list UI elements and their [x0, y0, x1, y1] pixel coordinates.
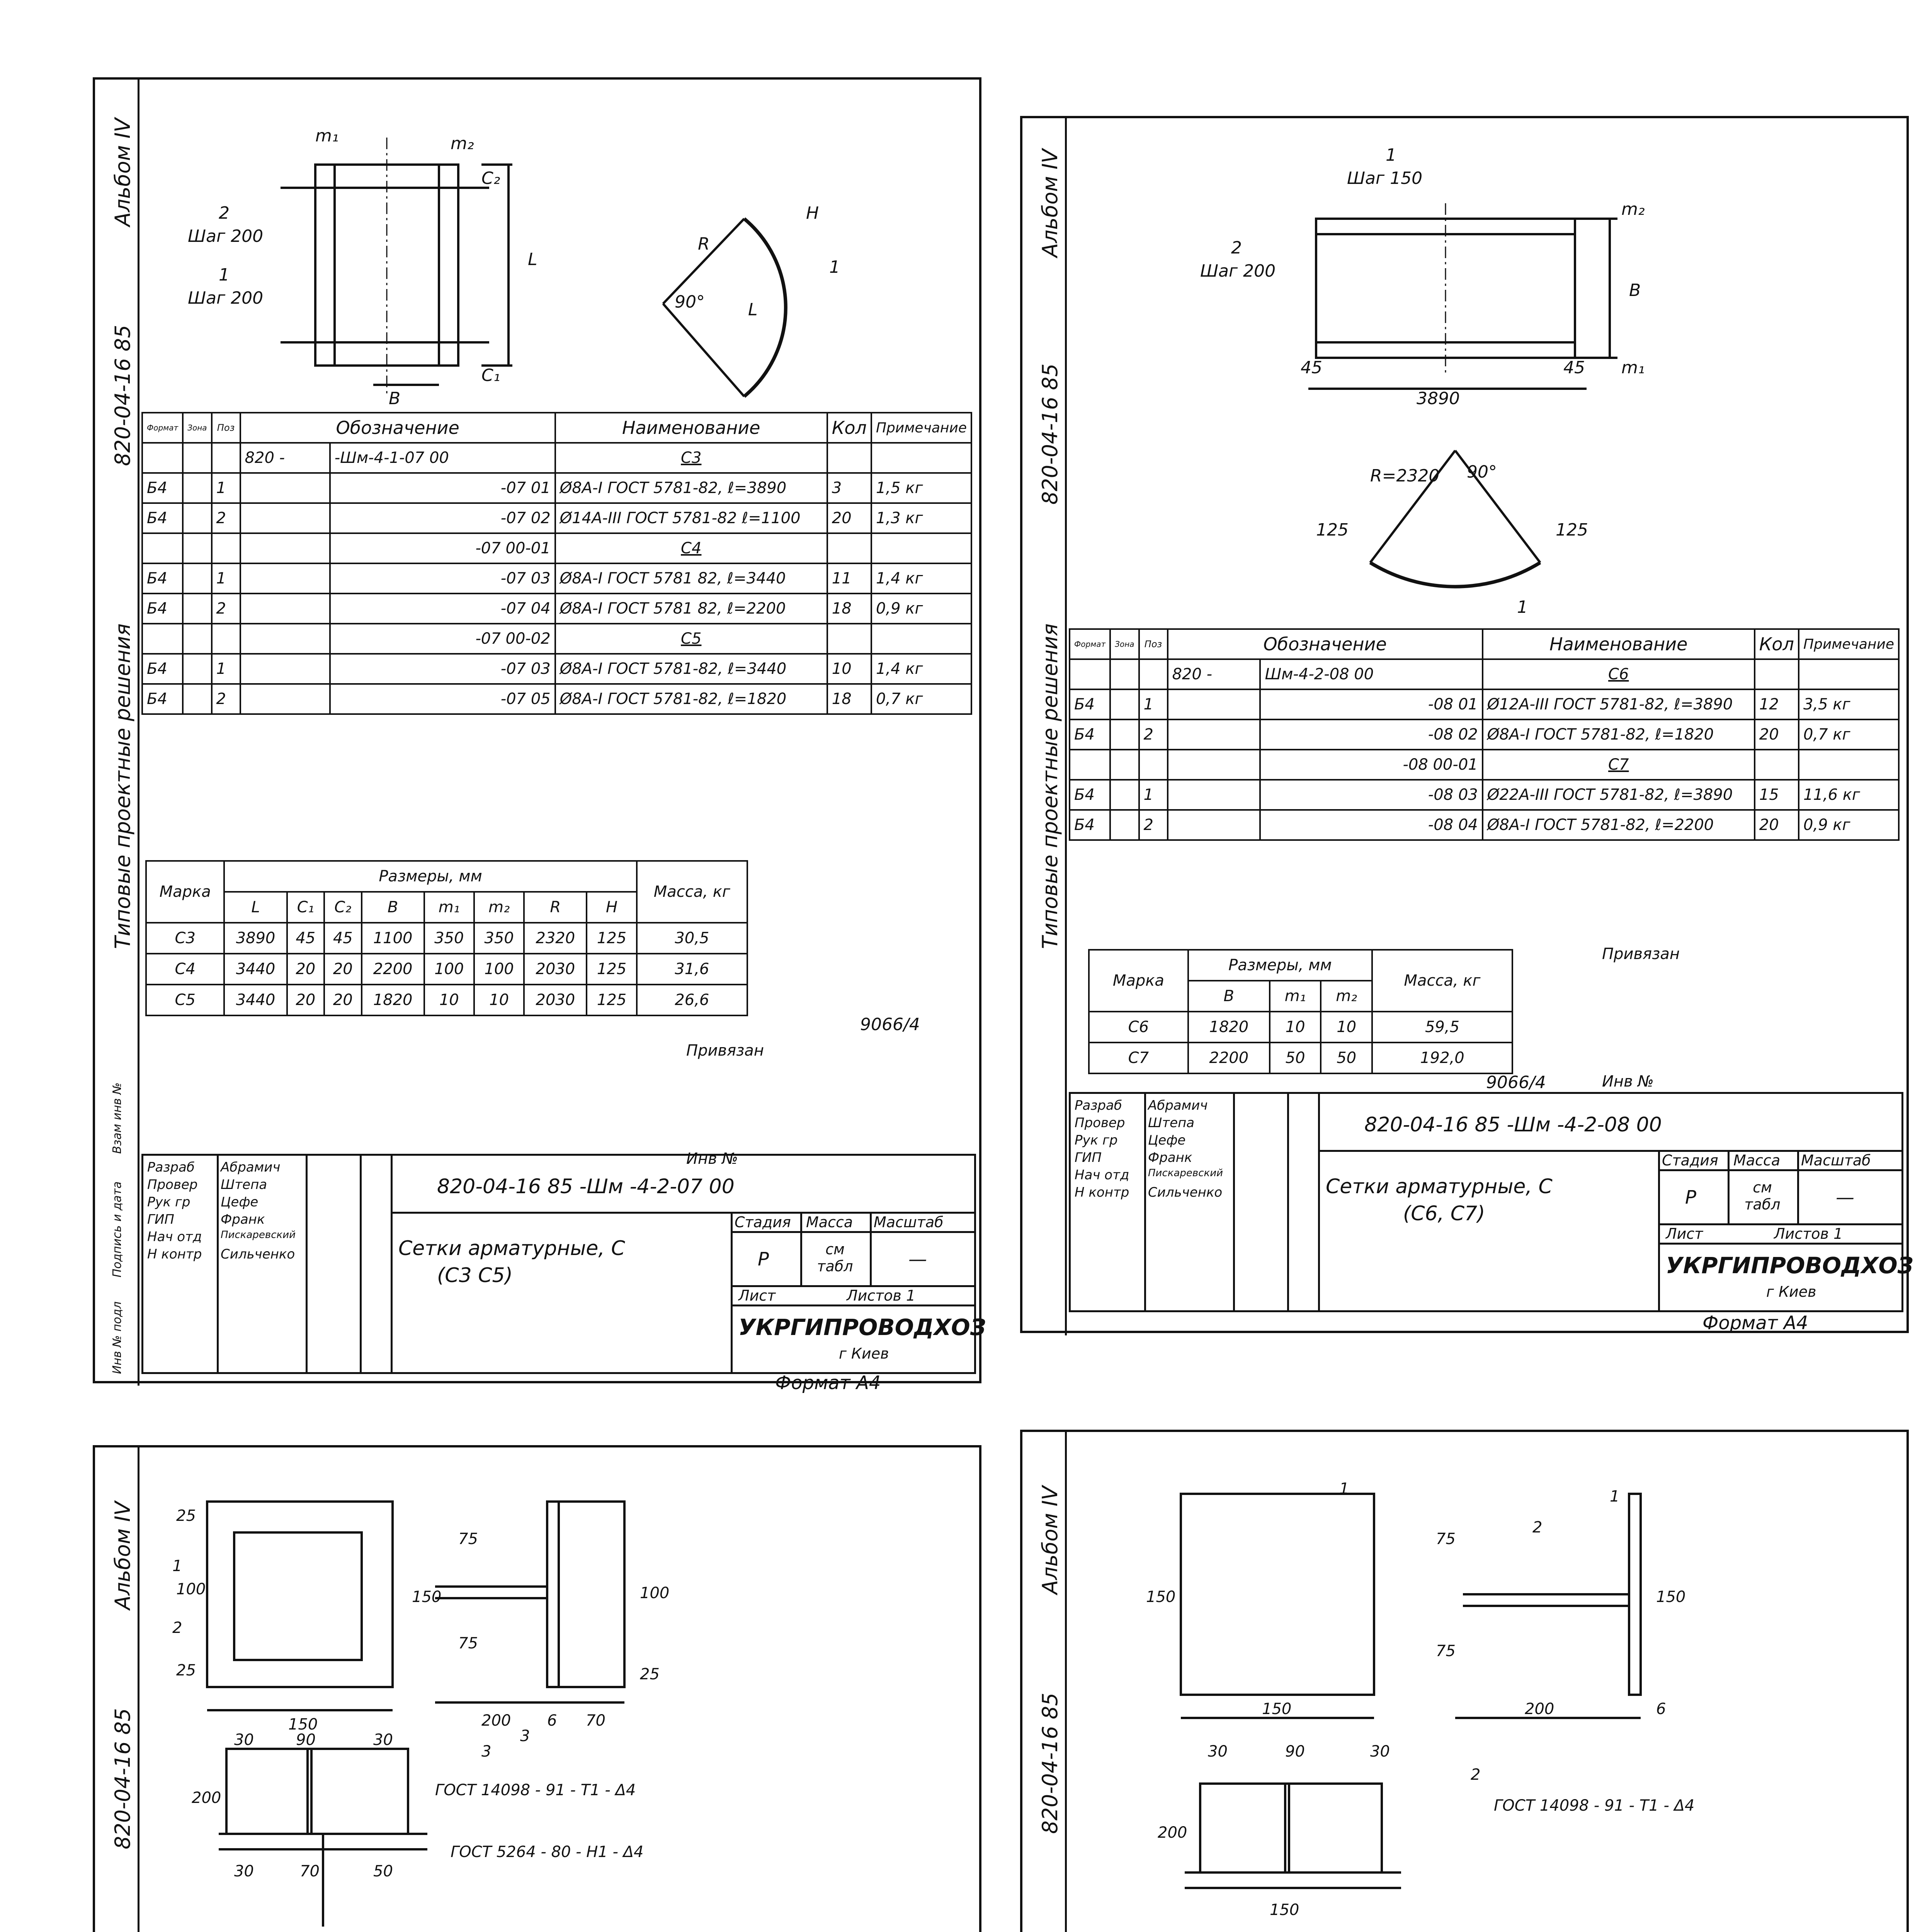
sidebar-album: Альбом IV — [111, 118, 135, 226]
label-step-200: Шаг 200 — [1200, 261, 1276, 281]
table-row: С5 3440 20 20 1820 10 10 2030 125 26,6 — [146, 985, 747, 1015]
sidebar-border — [1065, 1432, 1067, 1932]
embed-drawing-mn2 — [1069, 1447, 1880, 1932]
table-row: -07 00-01 С4 — [142, 533, 971, 563]
label-3890: 3890 — [1417, 389, 1460, 408]
label-90: 90° — [675, 292, 705, 312]
label-30-a: 30 — [234, 1731, 254, 1749]
weld-note-1: ГОСТ 14098 - 91 - Т1 - Δ4 — [435, 1781, 636, 1799]
mesh-drawing-c6-c7 — [1069, 126, 1880, 628]
format-label: Формат А4 — [1702, 1312, 1808, 1334]
col-zone: Зона — [183, 413, 211, 443]
binding-label: Привязан — [686, 1042, 764, 1060]
label-m2: m₂ — [451, 134, 474, 153]
label-1: 1 — [172, 1557, 182, 1575]
label-1: 1 — [219, 265, 230, 285]
sidebar-border — [1065, 118, 1067, 1335]
label-25-b: 25 — [176, 1662, 196, 1679]
org-name: УКРГИПРОВОДХОЗ — [1666, 1252, 1913, 1279]
label-45-a: 45 — [1301, 358, 1322, 378]
col-pos: Поз — [1139, 629, 1168, 659]
table-row: Б4 2 -08 02 Ø8А-I ГОСТ 5781-82, ℓ=1820 20 0,7 кг — [1070, 719, 1899, 750]
label-H: H — [806, 203, 819, 223]
label-150-h: 150 — [1262, 1700, 1292, 1718]
label-30-b: 30 — [373, 1731, 393, 1749]
sheet-1 — [93, 77, 986, 1394]
label-30-a: 30 — [1208, 1743, 1228, 1760]
table-row: 820 - Шм-4-2-08 00 С6 — [1070, 659, 1899, 689]
label-200-v: 200 — [1158, 1824, 1187, 1842]
label-c1: C₁ — [481, 366, 500, 385]
org-city: г Киев — [1766, 1283, 1816, 1300]
label-125-a: 125 — [1316, 520, 1349, 540]
sidebar-typical: Типовые проектные решения — [111, 623, 135, 949]
label-3-a: 3 — [520, 1727, 530, 1745]
mass-value: см табл — [817, 1241, 853, 1275]
drawing-subtitle: (С6, С7) — [1403, 1202, 1485, 1225]
label-150-h: 150 — [288, 1716, 318, 1733]
label-1-arc: 1 — [1517, 597, 1528, 617]
title-block-2: Разраб Провер Рук гр ГИП Нач отд Н контр Абрамич Штепа Цефе Франк Пискаревский Сильченко 820-04-16 85 -Шм -4-2-08 00 Сетки арматурные, С (С6, С7) Стадия Масса Масштаб Р см табл — Лист Листов 1 УКРГИПРОВОДХОЗ г Киев — [1069, 1092, 1903, 1312]
format-label: Формат А4 — [775, 1372, 881, 1394]
table-row: С4 3440 20 20 2200 100 100 2030 125 31,6 — [146, 954, 747, 985]
label-1-b: 1 — [1610, 1488, 1620, 1505]
table-row: Б4 1 -08 03 Ø22А-III ГОСТ 5781-82, ℓ=3890 15 11,6 кг — [1070, 780, 1899, 810]
sidebar-border — [138, 80, 139, 1386]
label-step-200-a: Шаг 200 — [188, 226, 264, 246]
label-150-v: 150 — [1146, 1588, 1176, 1606]
weld-note-1: ГОСТ 14098 - 91 - Т1 - Δ4 — [1494, 1797, 1695, 1815]
table-row: Б4 1 -07 01 Ø8А-I ГОСТ 5781-82, ℓ=3890 3 1,5 кг — [142, 473, 971, 503]
sheet-code: 9066/4 — [1486, 1073, 1546, 1092]
label-step-200-b: Шаг 200 — [188, 288, 264, 308]
table-row: -07 00-02 С5 — [142, 624, 971, 654]
drawing-subtitle: (С3 С5) — [437, 1264, 513, 1287]
label-150-r: 150 — [1656, 1588, 1686, 1606]
table-row: Б4 2 -07 04 Ø8А-I ГОСТ 5781 82, ℓ=2200 18 0,9 кг — [142, 594, 971, 624]
label-200-v: 200 — [192, 1789, 221, 1807]
col-note: Примечание — [1799, 629, 1899, 659]
binding-label: Привязан — [1602, 945, 1680, 963]
label-2-b: 2 — [1471, 1766, 1481, 1784]
sheet-4 — [1020, 1430, 1909, 1932]
sidebar-border — [138, 1447, 139, 1932]
label-6: 6 — [1656, 1700, 1666, 1718]
inv-label: Инв № — [686, 1150, 738, 1168]
table-row: Б4 1 -07 03 Ø8А-I ГОСТ 5781-82, ℓ=3440 10 1,4 кг — [142, 654, 971, 684]
label-70-b: 70 — [300, 1862, 320, 1880]
label-75-a: 75 — [1436, 1530, 1456, 1548]
size-table-1: Марка Размеры, мм Масса, кг L C₁ C₂ B m₁ m₂ R H С3 3890 45 45 1100 350 350 2320 125 30,5 С4 3440 20 20 2200 100 100 2030 125 31,6 С5 3440 20 20 1820 10 10 2030 125 26,6 — [145, 860, 748, 1016]
spec-table-1 — [141, 412, 972, 715]
title-block-1: Разраб Провер Рук гр ГИП Нач отд Н контр Абрамич Штепа Цефе Франк Пискаревский Сильченко 820-04-16 85 -Шм -4-2-07 00 Сетки арматурные, С (С3 С5) Стадия Масса Масштаб Р см табл — Лист Листов 1 УКРГИПРОВОДХОЗ г Киев — [141, 1154, 976, 1374]
col-name: Наименование — [555, 413, 827, 443]
label-25-a: 25 — [176, 1507, 196, 1525]
label-m2: m₂ — [1621, 199, 1645, 219]
label-6: 6 — [547, 1712, 557, 1730]
sidebar-typical: Типовые проектные решения — [1038, 623, 1062, 949]
label-100-a: 100 — [176, 1580, 206, 1598]
label-2: 2 — [219, 203, 230, 223]
label-150-v: 150 — [412, 1588, 442, 1606]
col-name: Наименование — [1483, 629, 1755, 659]
size-table-2: Марка Размеры, мм Масса, кг B m₁ m₂ С6 1820 10 10 59,5 С7 2200 50 50 192,0 — [1088, 949, 1513, 1074]
margin-sign-date: Подпись и дата — [111, 1181, 124, 1277]
label-200: 200 — [481, 1712, 511, 1730]
table-row: С7 2200 50 50 192,0 — [1089, 1043, 1512, 1073]
sidebar-album: Альбом IV — [1038, 1486, 1062, 1594]
label-45-b: 45 — [1563, 358, 1585, 378]
col-designation: Обозначение — [1168, 629, 1483, 659]
label-50: 50 — [373, 1862, 393, 1880]
col-pos: Поз — [212, 413, 240, 443]
label-150-bot: 150 — [1270, 1901, 1299, 1919]
embed-drawing-mn1 — [141, 1463, 953, 1932]
scale-value: — — [908, 1248, 927, 1270]
label-L: L — [528, 250, 537, 269]
label-25-c: 25 — [640, 1665, 660, 1683]
label-c2: C₂ — [481, 168, 500, 188]
label-1: 1 — [1386, 145, 1396, 165]
label-step-150: Шаг 150 — [1347, 168, 1423, 188]
drawing-title: Сетки арматурные, С — [1326, 1175, 1553, 1198]
sidebar-album: Альбом IV — [111, 1501, 135, 1610]
sidebar-album: Альбом IV — [1038, 149, 1062, 257]
label-30-c: 30 — [234, 1862, 254, 1880]
table-row: Б4 2 -07 02 Ø14А-III ГОСТ 5781-82 ℓ=1100 20 1,3 кг — [142, 503, 971, 533]
label-200: 200 — [1525, 1700, 1554, 1718]
sidebar-series: 820-04-16 85 — [111, 1708, 135, 1849]
sheet-3 — [93, 1445, 981, 1932]
col-zone: Зона — [1110, 629, 1139, 659]
label-1-arc: 1 — [829, 257, 840, 277]
label-3-b: 3 — [481, 1743, 492, 1760]
margin-vzam-inv: Взам инв № — [111, 1082, 124, 1154]
col-format: Формат — [1070, 629, 1110, 659]
col-format: Формат — [142, 413, 183, 443]
label-75-b: 75 — [1436, 1642, 1456, 1660]
table-row: 820 - -Шм-4-1-07 00 С3 — [142, 443, 971, 473]
stage-value: Р — [758, 1248, 769, 1270]
sheet-code: 9066/4 — [860, 1015, 920, 1034]
sidebar-series: 820-04-16 85 — [1038, 1692, 1062, 1834]
col-qty: Кол — [827, 413, 871, 443]
label-2: 2 — [1231, 238, 1242, 258]
label-75-a: 75 — [458, 1530, 478, 1548]
org-city: г Киев — [839, 1345, 889, 1362]
drawing-title: Сетки арматурные, С — [398, 1237, 625, 1260]
label-B: B — [1629, 281, 1641, 300]
col-note: Примечание — [871, 413, 971, 443]
org-name: УКРГИПРОВОДХОЗ — [738, 1314, 986, 1340]
table-row: С6 1820 10 10 59,5 — [1089, 1012, 1512, 1043]
label-125-b: 125 — [1556, 520, 1588, 540]
mesh-drawing-c3-c5 — [141, 87, 953, 435]
drawing-code: 820-04-16 85 -Шм -4-2-07 00 — [437, 1175, 735, 1198]
label-L-arc: L — [748, 300, 758, 320]
label-100-b: 100 — [640, 1584, 670, 1602]
label-90: 90 — [296, 1731, 316, 1749]
table-row: Б4 2 -07 05 Ø8А-I ГОСТ 5781-82, ℓ=1820 18 0,7 кг — [142, 684, 971, 714]
table-row: Б4 1 -07 03 Ø8А-I ГОСТ 5781 82, ℓ=3440 11 1,4 кг — [142, 563, 971, 594]
col-designation: Обозначение — [240, 413, 555, 443]
scale-value: — — [1836, 1187, 1854, 1208]
drawing-code: 820-04-16 85 -Шм -4-2-08 00 — [1364, 1113, 1662, 1136]
inv-label: Инв № — [1602, 1073, 1654, 1090]
table-row: Б4 2 -08 04 Ø8А-I ГОСТ 5781-82, ℓ=2200 20 0,9 кг — [1070, 810, 1899, 840]
col-qty: Кол — [1755, 629, 1799, 659]
label-R: R=2320 — [1370, 466, 1440, 486]
sidebar-series: 820-04-16 85 — [1038, 363, 1062, 505]
weld-note-2: ГОСТ 5264 - 80 - Н1 - Δ4 — [451, 1843, 644, 1861]
label-2: 2 — [172, 1619, 182, 1637]
label-70: 70 — [586, 1712, 605, 1730]
sidebar-series: 820-04-16 85 — [111, 325, 135, 466]
label-75-b: 75 — [458, 1634, 478, 1652]
label-1-a: 1 — [1339, 1480, 1349, 1498]
table-row: Б4 1 -08 01 Ø12А-III ГОСТ 5781-82, ℓ=3890 12 3,5 кг — [1070, 689, 1899, 719]
mass-value: см табл — [1744, 1179, 1781, 1213]
label-2: 2 — [1532, 1519, 1543, 1536]
margin-inv-podl: Инв № подл — [111, 1301, 124, 1374]
table-row: С3 3890 45 45 1100 350 350 2320 125 30,5 — [146, 923, 747, 954]
label-R: R — [698, 234, 710, 254]
label-90: 90° — [1467, 462, 1497, 482]
label-m1: m₁ — [1621, 358, 1645, 378]
label-30-b: 30 — [1370, 1743, 1390, 1760]
sheet-2 — [1020, 116, 1913, 1334]
spec-table-2 — [1069, 628, 1900, 841]
label-m1: m₁ — [315, 126, 339, 146]
label-90: 90 — [1285, 1743, 1305, 1760]
label-B: B — [389, 389, 401, 408]
table-row: -08 00-01 С7 — [1070, 750, 1899, 780]
stage-value: Р — [1685, 1187, 1696, 1208]
